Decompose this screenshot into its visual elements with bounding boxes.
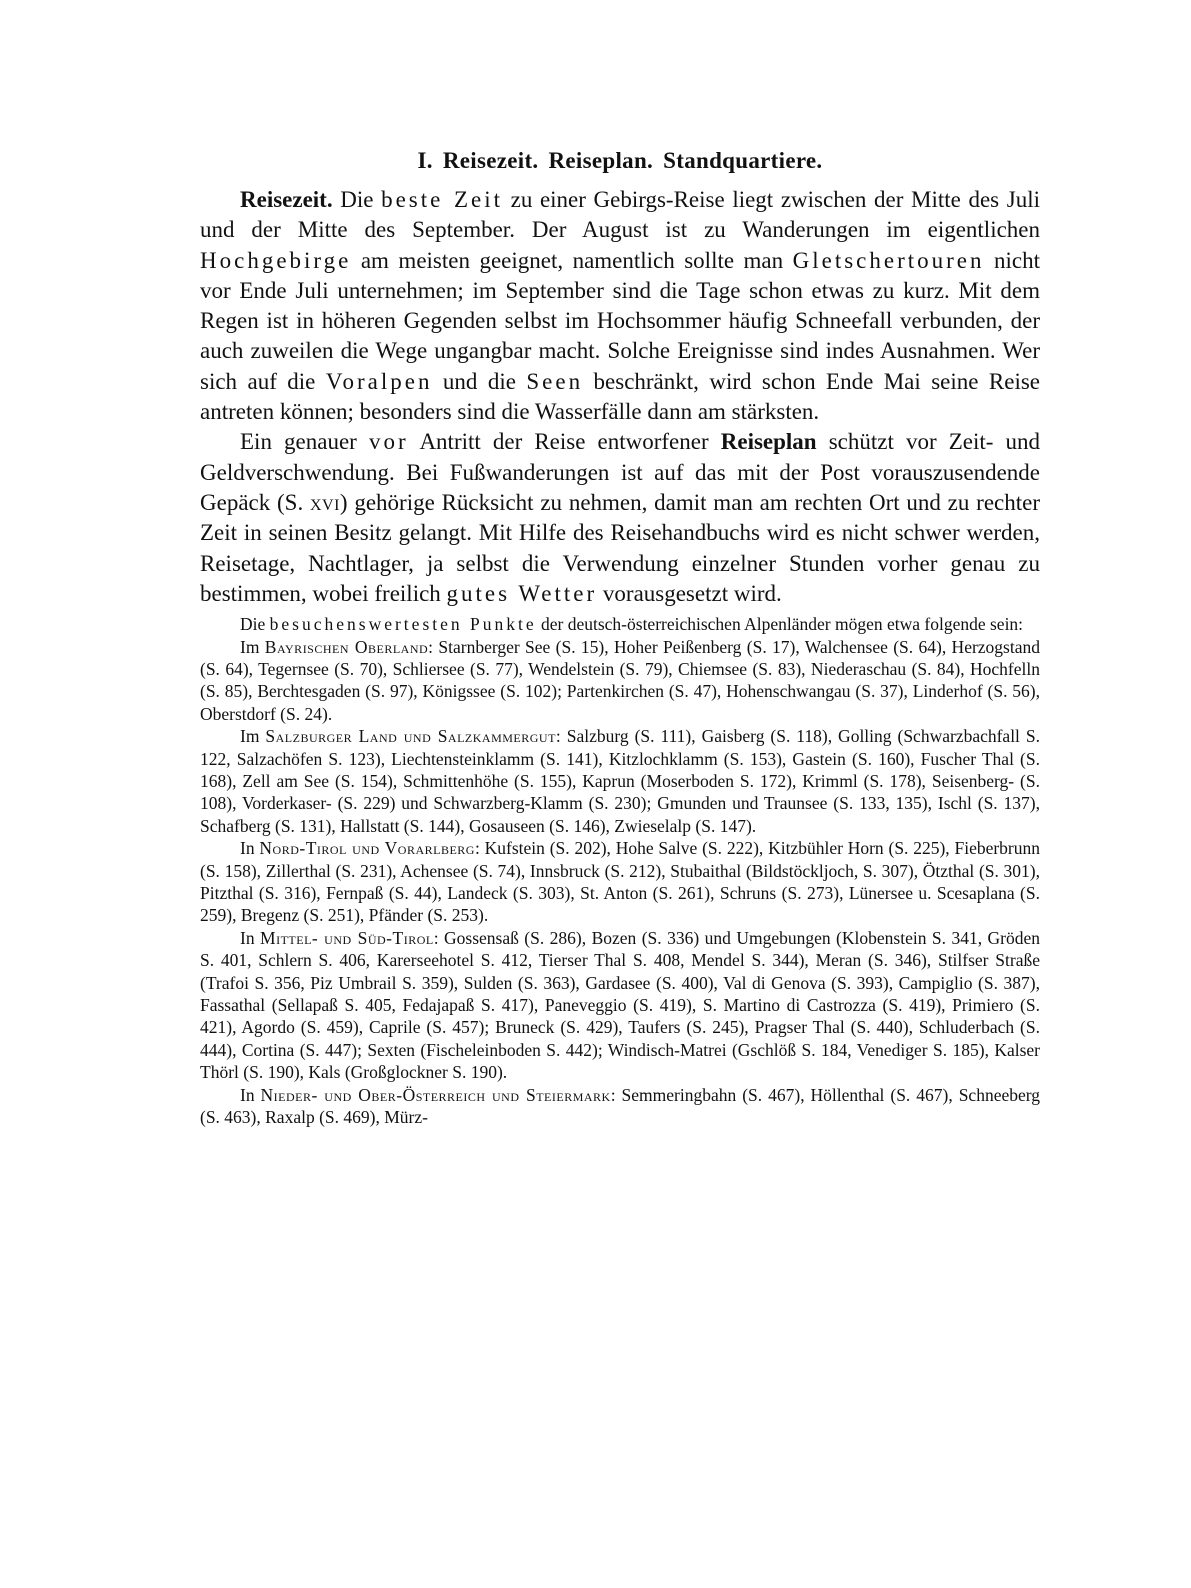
region-prefix: In: [240, 1084, 261, 1105]
paragraph-reisezeit: [200, 185, 1040, 427]
book-page: [200, 145, 1040, 1129]
text-run: zu einer Gebirgs-Reise liegt zwischen der Mitte des Juli und der Mitte des September. Der August ist zu Wanderungen im eigentlichen: [200, 187, 1040, 243]
text-run: nicht vor Ende Juli unternehmen; im September sind die Tage schon etwas zu kurz. Mit dem Regen ist in höheren Gegenden selbst im Hochsommer häufig Schneefall verbunden, der auch zuweilen die Wege ungangbar macht. Solche Ereignisse sind indes Ausnahmen. Wer sich auf die: [200, 247, 1040, 394]
spaced-text: Voralpen: [325, 368, 433, 394]
spaced-text: Seen: [526, 368, 584, 394]
region-paragraph: [200, 636, 1040, 726]
region-paragraph: [200, 837, 1040, 927]
roman-numeral: xvi: [309, 489, 340, 515]
spaced-text: Gletschertouren: [792, 247, 985, 273]
region-text: : Kufstein (S. 202), Hohe Salve (S. 222), Kitzbühler Horn (S. 225), Fieberbrunn (S. 158), Zillerthal (S. 231), Achensee (S. 74), Innsbruck (S. 212), Stubaithal (Bildstöckljoch, S. 307), Ötzthal (S. 301), Pitzthal (S. 316), Fernpaß (S. 44), Landeck (S. 303), St. Anton (S. 261), Schruns (S. 273), Lünersee u. Scesaplana (S. 259), Bregenz (S. 251), Pfänder (S. 253).: [200, 838, 1041, 926]
main-text: [200, 185, 1040, 609]
text-run: beschränkt, wird schon Ende Mai seine Reise antreten können; besonders sind die Wasserfälle dann am stärksten.: [200, 368, 1041, 425]
region-prefix: Im: [240, 726, 266, 747]
region-text: : Salzburg (S. 111), Gaisberg (S. 118), Golling (Schwarzbachfall S. 122, Salzachöfen S. 123), Liechtensteinklamm (S. 141), Kitzlochklamm (S. 153), Gastein (S. 160), Fuscher Thal (S. 168), Zell am See (S. 154), Schmittenhöhe (S. 155), Kaprun (Moserboden S. 172), Krimml (S. 178), Seisenberg- (S. 108), Vorderkaser- (S. 229) und Schwarzberg-Klamm (S. 230); Gmunden und Traunsee (S. 133, 135), Ischl (S. 137), Schafberg (S. 131), Hallstatt (S. 144), Gosauseen (S. 146), Zwieselalp (S. 147).: [200, 726, 1040, 836]
reiseplan-term: Reiseplan: [720, 429, 817, 455]
region-prefix: Im: [240, 636, 265, 657]
region-paragraph: [200, 725, 1040, 837]
sights-list: [200, 613, 1040, 1128]
region-name: Nord-Tirol und Vorarlberg: [259, 838, 475, 859]
text-run: und die: [432, 368, 527, 394]
text-run: vorausgesetzt wird.: [597, 580, 782, 606]
region-text: : Semmeringbahn (S. 467), Höllenthal (S. 467), Schneeberg (S. 463), Raxalp (S. 469), Mürz-: [200, 1084, 1041, 1128]
region-text: : Starnberger See (S. 15), Hoher Peißenberg (S. 17), Walchensee (S. 64), Herzogstand (S. 64), Tegernsee (S. 70), Schliersee (S. 77), Wendelstein (S. 79), Chiemsee (S. 83), Niederaschau (S. 84), Hochfelln (S. 85), Berchtesgaden (S. 97), Königssee (S. 102); Partenkirchen (S. 47), Hohenschwangau (S. 37), Linderhof (S. 56), Oberstdorf (S. 24).: [200, 636, 1040, 724]
text-run: schützt vor Zeit- und Geldverschwendung. Bei Fußwanderungen ist auf das mit der Post vorauszusendende Gepäck (S.: [200, 429, 1040, 515]
region-paragraph: [200, 1084, 1040, 1129]
spaced-text: beste Zeit: [381, 187, 503, 212]
spaced-text: vor: [368, 429, 409, 455]
text-run: ) gehörige Rücksicht zu nehmen, damit man am rechten Ort und zu rechter Zeit in seinen Besitz gelangt. Mit Hilfe des Reisehandbuchs wird es nicht schwer werden, Reisetage, Nachtlager, ja selbst die Verwendung einzelner Stunden vorher genau zu bestimmen, wobei freilich: [200, 489, 1040, 606]
region-name: Nieder- und Ober-Österreich und Steiermark: [260, 1084, 611, 1105]
spaced-text: besuchenswertesten Punkte: [269, 614, 537, 635]
text-run: der deutsch-österreichischen Alpenländer mögen etwa folgende sein:: [536, 614, 1024, 635]
text-run: Ein genauer: [240, 429, 369, 455]
region-name: Bayrischen Oberland: [264, 636, 429, 657]
paragraph-punkte: [200, 613, 1040, 635]
reisezeit-heading: Reisezeit.: [240, 187, 333, 212]
text-run: Die: [240, 614, 270, 635]
text-run: Die: [332, 187, 382, 212]
spaced-text: gutes Wetter: [446, 580, 598, 606]
region-name: Mittel- und Süd-Tirol: [260, 927, 434, 948]
text-run: Antritt der Reise entworfener: [408, 429, 721, 455]
region-text: : Gossensaß (S. 286), Bozen (S. 336) und Umgebungen (Klobenstein S. 341, Gröden S. 401, Schlern S. 406, Karerseehotel S. 412, Tierser Thal S. 408, Mendel S. 344), Meran (S. 346), Stilfser Straße (Trafoi S. 356, Piz Umbrail S. 359), Sulden (S. 363), Gardasee (S. 400), Val di Genova (S. 393), Campiglio (S. 387), Fassathal (Sellapaß S. 405, Fedajapaß S. 417), Paneveggio (S. 419), S. Martino di Castrozza (S. 419), Primiero (S. 421), Agordo (S. 459), Caprile (S. 457); Bruneck (S. 429), Taufers (S. 245), Pragser Thal (S. 440), Schluderbach (S. 444), Cortina (S. 447); Sexten (Fischeleinboden S. 442); Windisch-Matrei (Gschlöß S. 184, Venediger S. 185), Kalser Thörl (S. 190), Kals (Großglockner S. 190).: [200, 927, 1040, 1083]
paragraph-reiseplan: [200, 427, 1040, 609]
region-prefix: In: [240, 927, 261, 948]
region-prefix: In: [240, 838, 260, 859]
region-paragraph: [200, 927, 1040, 1084]
text-run: am meisten geeignet, namentlich sollte man: [351, 247, 793, 273]
spaced-text: Hochgebirge: [200, 247, 352, 273]
chapter-heading: I. Reisezeit. Reiseplan. Standquartiere.: [417, 148, 823, 173]
region-name: Salzburger Land und Salzkammergut: [265, 726, 556, 747]
